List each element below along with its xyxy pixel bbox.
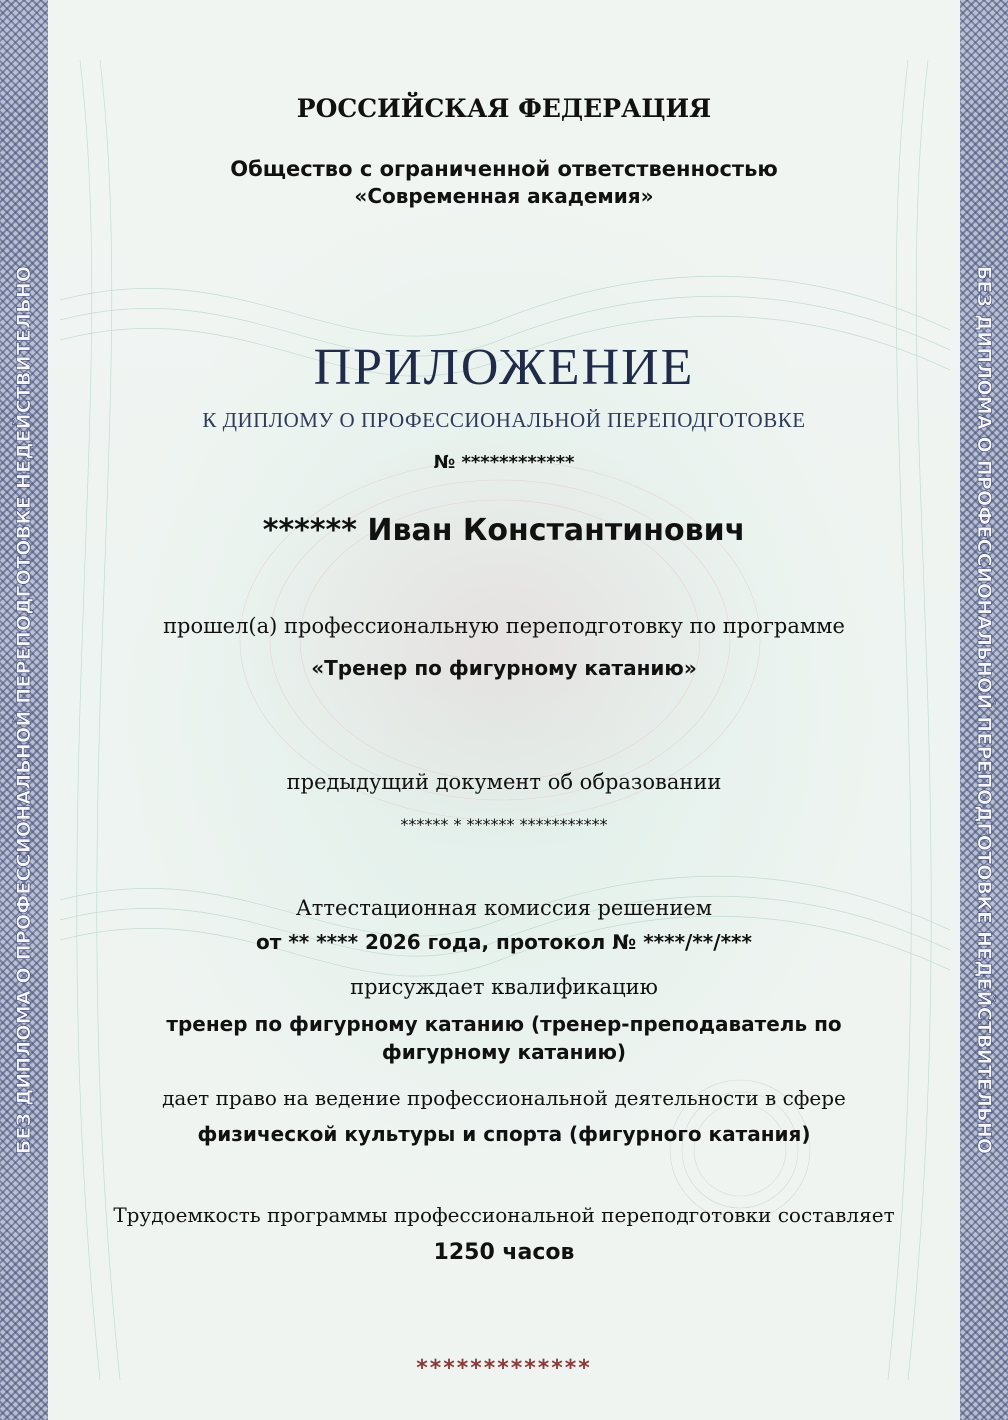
protocol-details: от ** **** 2026 года, протокол № ****/**/*** xyxy=(256,930,752,954)
organization-type: Общество с ограниченной ответственностью xyxy=(230,157,778,181)
previous-document-label: предыдущий документ об образовании xyxy=(286,770,722,794)
qualification-line-1: тренер по фигурному катанию (тренер-преподаватель по xyxy=(166,1012,842,1036)
right-border-caption: БЕЗ ДИПЛОМА О ПРОФЕССИОНАЛЬНОЙ ПЕРЕПОДГОТОВКЕ НЕДЕЙСТВИТЕЛЬНО xyxy=(973,265,995,1155)
document-subtitle: К ДИПЛОМУ О ПРОФЕССИОНАЛЬНОЙ ПЕРЕПОДГОТОВКЕ xyxy=(202,408,806,432)
right-to-practice-text: дает право на ведение профессиональной деятельности в сфере xyxy=(162,1086,846,1110)
organization-name: «Современная академия» xyxy=(354,184,654,208)
previous-document-value: ****** * ****** *********** xyxy=(400,815,608,834)
left-border-caption: БЕЗ ДИПЛОМА О ПРОФЕССИОНАЛЬНОЙ ПЕРЕПОДГОТОВКЕ НЕДЕЙСТВИТЕЛЬНО xyxy=(13,265,35,1155)
document-title: ПРИЛОЖЕНИЕ xyxy=(313,339,695,396)
program-hours: 1250 часов xyxy=(433,1240,575,1265)
practice-sphere: физической культуры и спорта (фигурного катания) xyxy=(197,1122,811,1146)
holder-full-name: ****** Иван Константинович xyxy=(262,513,746,548)
commission-text: Аттестационная комиссия решением xyxy=(295,896,713,920)
program-name: «Тренер по фигурному катанию» xyxy=(311,656,697,680)
labor-intensity-text: Трудоемкость программы профессиональной переподготовки составляет xyxy=(113,1203,895,1227)
passed-training-text: прошел(а) профессиональную переподготовку по программе xyxy=(163,614,845,638)
document-number: № ************ xyxy=(433,452,575,473)
country-heading: РОССИЙСКАЯ ФЕДЕРАЦИЯ xyxy=(296,94,712,123)
document-serial-number: ************* xyxy=(416,1356,592,1381)
qualification-line-2: фигурному катанию) xyxy=(381,1040,627,1064)
awards-qualification-text: присуждает квалификацию xyxy=(350,975,658,999)
